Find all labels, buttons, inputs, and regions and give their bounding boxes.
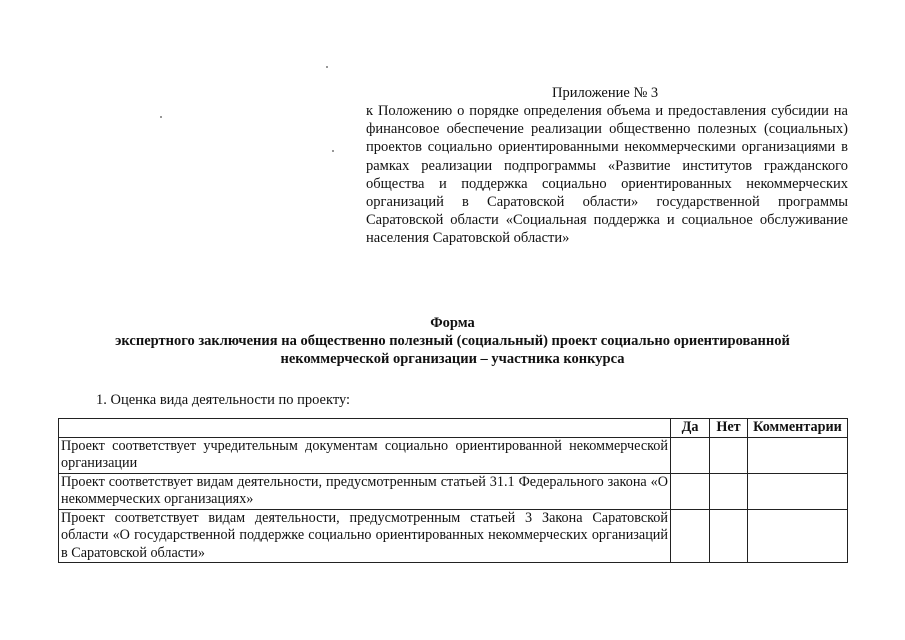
scan-speck: [326, 66, 328, 68]
form-title-line-3: некоммерческой организации – участника конкурса: [280, 351, 625, 368]
header-comments: Комментарии: [748, 419, 848, 438]
criterion-cell: Проект соответствует видам деятельности, предусмотренным статьей 31.1 Федерального закона «О некоммерческих организациях»: [59, 473, 671, 509]
header-no: Нет: [710, 419, 748, 438]
yes-cell[interactable]: [671, 473, 710, 509]
header-yes: Да: [671, 419, 710, 438]
scan-speck: [160, 116, 162, 118]
comments-cell[interactable]: [748, 509, 848, 563]
no-cell[interactable]: [710, 473, 748, 509]
appendix-body: к Положению о порядке определения объема и предоставления субсидии на финансовое обеспечение реализации общественно полезных (социальных) проектов социально ориентированными некоммерческими организациями в рамках реализации подпрограммы «Развитие институтов гражданского общества и поддержка социально ориентированных некоммерческих организаций в Саратовской области» государственной программы Саратовской области «Социальная поддержка и социальное обслуживание населения Саратовской области»: [366, 103, 848, 247]
form-title-line-1: Форма: [430, 315, 475, 331]
form-title-line-2: экспертного заключения на общественно полезный (социальный) проект социально ориентированной: [115, 333, 790, 350]
form-title: [60, 314, 845, 369]
table-header-row: [59, 419, 848, 438]
table-row: [59, 473, 848, 509]
yes-cell[interactable]: [671, 509, 710, 563]
table-row: [59, 509, 848, 563]
table-row: [59, 437, 848, 473]
comments-cell[interactable]: [748, 473, 848, 509]
section-label: 1. Оценка вида деятельности по проекту:: [96, 392, 351, 408]
no-cell[interactable]: [710, 437, 748, 473]
yes-cell[interactable]: [671, 437, 710, 473]
comments-cell[interactable]: [748, 437, 848, 473]
no-cell[interactable]: [710, 509, 748, 563]
scan-speck: [332, 150, 334, 152]
criterion-cell: Проект соответствует учредительным документам социально ориентированной некоммерческой организации: [59, 437, 671, 473]
criterion-cell: Проект соответствует видам деятельности, предусмотренным статьей 3 Закона Саратовской области «О государственной поддержке социально ориентированных некоммерческих организаций в Саратовской области»: [59, 509, 671, 563]
assessment-table: [58, 418, 848, 563]
appendix-title: Приложение № 3: [552, 85, 659, 101]
header-criterion: [59, 419, 671, 438]
